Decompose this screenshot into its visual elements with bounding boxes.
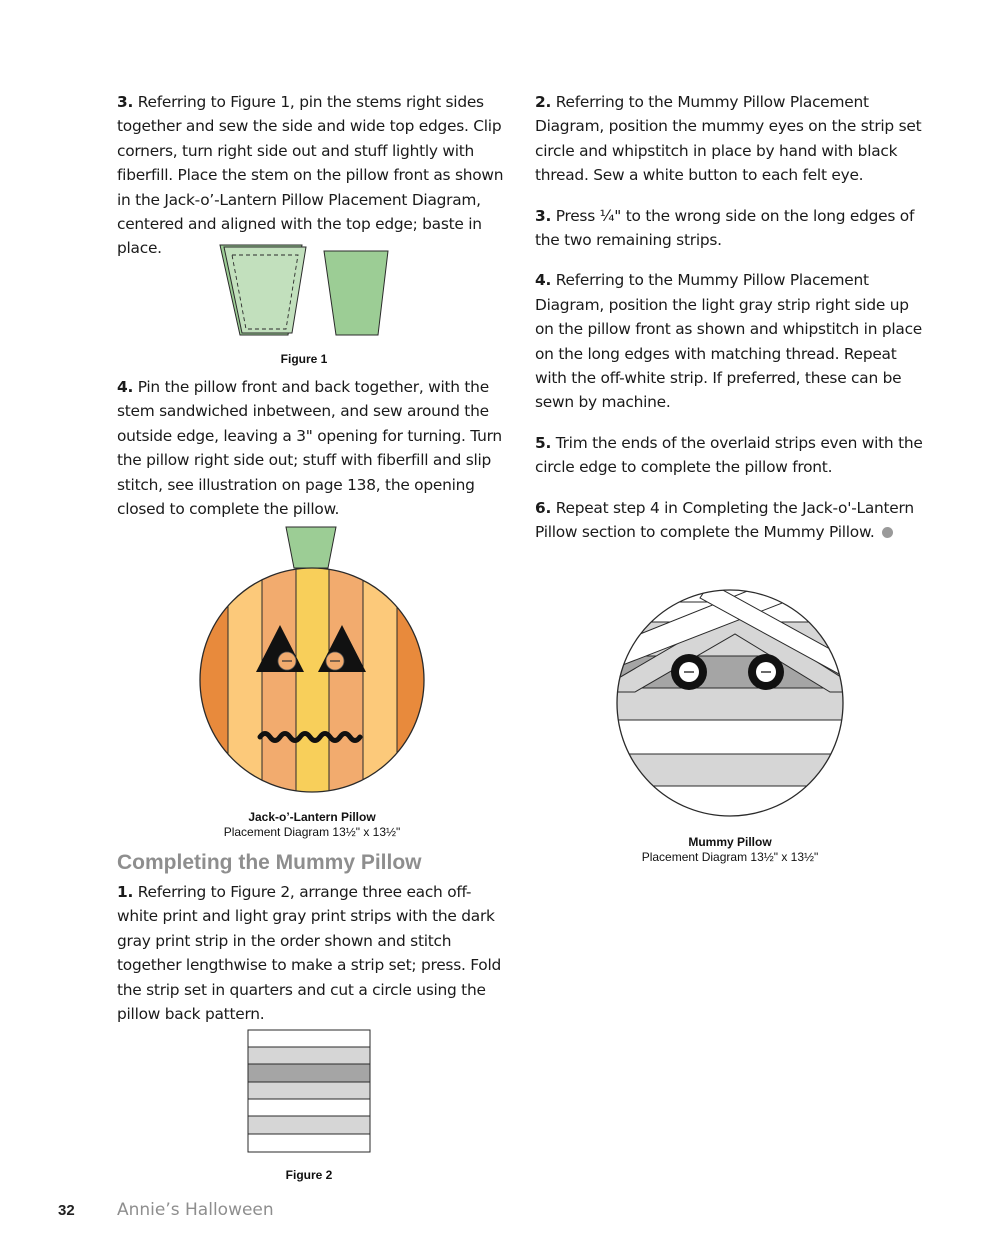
figure-2-strip-set	[247, 1029, 371, 1153]
step-number: 2.	[535, 93, 552, 111]
step-text: Referring to Figure 1, pin the stems right sides together and sew the side and wide top edges. Clip corners, turn right side out and stuff lightly with fiberfill. Place the stem on the pillow front as shown in the Jack-o’-Lantern Pillow Placement Diagram, centered and aligned with the top edge; baste in place.	[117, 93, 504, 258]
step-text: Referring to Figure 2, arrange three each off-white print and light gray print strips with the dark gray print strip in the order shown and stitch together lengthwise to make a strip set; press. Fold the strip set in quarters and cut a circle using the pillow back pattern.	[117, 883, 502, 1024]
left-column	[117, 90, 512, 261]
figure-2-caption: Figure 2	[285, 1168, 333, 1182]
jack-o-lantern-diagram	[196, 524, 428, 814]
page-number: 32	[58, 1202, 75, 1219]
step-number: 4.	[117, 378, 134, 396]
step-4-paragraph	[117, 375, 512, 521]
right-step-4-paragraph	[535, 268, 930, 414]
right-step-2-paragraph	[535, 90, 930, 188]
strip	[248, 1064, 370, 1082]
strip	[248, 1099, 370, 1116]
step-number: 3.	[535, 206, 552, 225]
strip	[248, 1030, 370, 1047]
strip	[248, 1116, 370, 1134]
strip	[248, 1047, 370, 1064]
step-text: Pin the pillow front and back together, with the stem sandwiched inbetween, and sew around the outside edge, leaving a 3" opening for turning. Turn the pillow right side out; stuff with fiberfill and slip stitch, see illustration on page 138, the opening closed to complete the pillow.	[117, 378, 502, 519]
step-number: 3.	[117, 93, 134, 111]
jack-caption-sub: Placement Diagram 13½" x 13½"	[223, 825, 401, 839]
right-step-5-paragraph	[535, 431, 930, 480]
mummy-caption-sub: Placement Diagram 13½" x 13½"	[641, 850, 819, 864]
strip	[248, 1134, 370, 1152]
mummy-caption	[615, 835, 845, 865]
stem-piece-single	[324, 251, 388, 335]
section-heading: Completing the Mummy Pillow	[117, 851, 422, 874]
pumpkin-strips	[196, 564, 428, 804]
jack-caption	[196, 810, 428, 840]
left-column-step-4	[117, 375, 512, 521]
step-text: Repeat step 4 in Completing the Jack-o'-Lantern Pillow section to complete the Mummy Pillow.	[535, 498, 914, 542]
step-3-paragraph	[117, 90, 512, 261]
figure-1-caption: Figure 1	[280, 352, 328, 366]
mummy-step-1-paragraph	[117, 880, 512, 1026]
step-text: Trim the ends of the overlaid strips even with the circle edge to complete the pillow front.	[535, 433, 923, 477]
pumpkin-stem	[286, 527, 336, 568]
jack-caption-title: Jack-o’-Lantern Pillow	[248, 810, 376, 824]
mummy-strips	[615, 588, 845, 818]
mummy-step-1	[117, 880, 512, 1026]
step-text: Referring to the Mummy Pillow Placement Diagram, position the mummy eyes on the strip set circle and whipstitch in place by hand with black thread. Sew a white button to each felt eye.	[535, 93, 922, 185]
step-number: 5.	[535, 433, 552, 452]
figure-1-stem-diagram	[218, 243, 390, 338]
right-step-6-paragraph	[535, 496, 930, 545]
strip	[248, 1082, 370, 1099]
mummy-pillow-diagram	[615, 588, 845, 818]
step-text: Referring to the Mummy Pillow Placement Diagram, position the light gray strip right side up on the pillow front as shown and whipstitch in place on the long edges with matching thread. Repeat with the off-white strip. If preferred, these can be sewn by machine.	[535, 271, 923, 412]
step-number: 6.	[535, 498, 552, 517]
right-step-3-paragraph	[535, 204, 930, 253]
right-column	[535, 90, 930, 545]
book-title: Annie’s Halloween	[117, 1200, 274, 1220]
mummy-caption-title: Mummy Pillow	[688, 835, 772, 849]
step-number: 1.	[117, 883, 134, 901]
step-text: Press ¼" to the wrong side on the long edges of the two remaining strips.	[535, 206, 915, 250]
end-bullet-icon	[882, 527, 893, 538]
step-number: 4.	[535, 271, 552, 290]
